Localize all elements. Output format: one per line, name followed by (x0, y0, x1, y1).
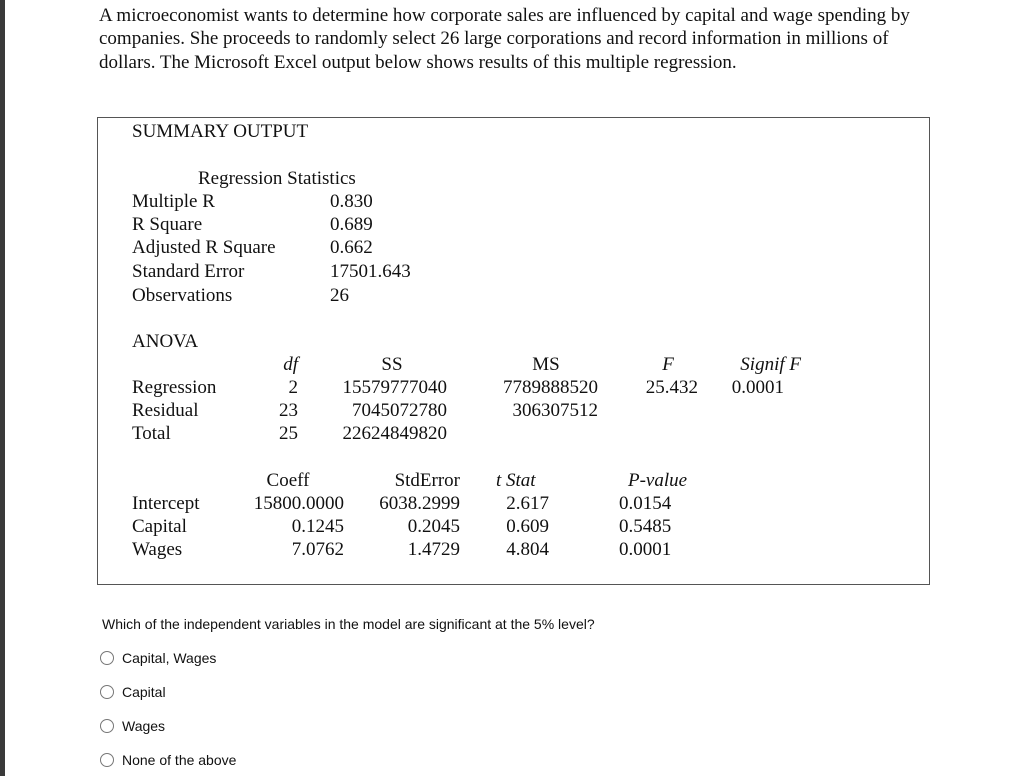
answer-option-label: None of the above (122, 752, 237, 768)
radio-button[interactable] (100, 719, 114, 733)
problem-statement: A microeconomist wants to determine how corporate sales are influenced by capital and wage spending by companies. She proceeds to randomly select 26 large corporations and record information in millions of dollars. The Microsoft Excel output below shows results of this multiple regression. (99, 5, 910, 73)
coef-cell-tstat: 0.609 (506, 516, 549, 537)
stat-value-multiple-r: 0.830 (330, 191, 373, 212)
coef-cell-pvalue: 0.5485 (619, 516, 672, 537)
coef-row-label: Intercept (132, 493, 200, 514)
coef-cell-tstat: 4.804 (506, 539, 549, 560)
coef-cell-stderr: 0.2045 (407, 516, 460, 537)
stat-label-observations: Observations (132, 285, 233, 306)
stat-value-r-square: 0.689 (330, 214, 373, 235)
coef-cell-coeff: 15800.0000 (253, 493, 344, 514)
stat-label-standard-error: Standard Error (132, 261, 245, 282)
answer-option-label: Capital (122, 684, 166, 700)
coef-header-tstat: t Stat (496, 470, 536, 491)
answer-option-capital-wages[interactable] (100, 648, 216, 668)
coef-header-stderr: StdError (394, 470, 460, 491)
anova-cell-df: 23 (279, 400, 298, 421)
answer-option-wages[interactable] (100, 716, 165, 736)
left-edge-bar (0, 0, 5, 776)
anova-cell-ms: 306307512 (512, 400, 598, 421)
coef-cell-pvalue: 0.0154 (619, 493, 672, 514)
anova-cell-ss: 22624849820 (342, 423, 447, 444)
radio-button[interactable] (100, 753, 114, 767)
anova-cell-df: 2 (288, 377, 298, 398)
answer-option-none[interactable] (100, 750, 236, 770)
anova-row-label: Total (132, 423, 171, 444)
coef-cell-stderr: 6038.2999 (379, 493, 460, 514)
answer-option-capital[interactable] (100, 682, 166, 702)
anova-title: ANOVA (132, 331, 199, 352)
anova-header-df: df (283, 354, 298, 375)
coef-cell-coeff: 7.0762 (291, 539, 344, 560)
answer-option-label: Wages (122, 718, 166, 734)
anova-header-ss: SS (381, 354, 403, 375)
anova-row-label: Regression (132, 377, 217, 398)
anova-cell-ms: 7789888520 (503, 377, 598, 398)
anova-cell-ss: 7045072780 (352, 400, 447, 421)
stat-label-multiple-r: Multiple R (132, 191, 215, 212)
coef-cell-stderr: 1.4729 (407, 539, 460, 560)
anova-cell-ss: 15579777040 (342, 377, 447, 398)
radio-button[interactable] (100, 685, 114, 699)
stat-label-adjusted-r-square: Adjusted R Square (132, 237, 276, 258)
stat-label-r-square: R Square (132, 214, 203, 235)
stat-value-adjusted-r-square: 0.662 (330, 237, 373, 258)
stat-value-observations: 26 (330, 285, 349, 306)
coef-cell-coeff: 0.1245 (291, 516, 344, 537)
coef-row-label: Capital (132, 516, 187, 537)
regression-statistics-header: Regression Statistics (198, 168, 356, 189)
anova-header-f: F (662, 354, 674, 375)
coef-cell-pvalue: 0.0001 (619, 539, 672, 560)
question-text: Which of the independent variables in the model are significant at the 5% level? (102, 616, 595, 632)
anova-cell-df: 25 (279, 423, 298, 444)
stat-value-standard-error: 17501.643 (330, 261, 411, 282)
radio-button[interactable] (100, 651, 114, 665)
excel-output-box (97, 117, 930, 585)
anova-cell-f: 25.432 (645, 377, 698, 398)
answer-option-label: Capital, Wages (122, 650, 217, 666)
coef-header-pvalue: P-value (628, 470, 688, 491)
coef-header-coeff: Coeff (266, 470, 310, 491)
summary-output-title: SUMMARY OUTPUT (132, 121, 309, 142)
anova-cell-signif-f: 0.0001 (731, 377, 784, 398)
anova-header-signif-f: Signif F (740, 354, 801, 375)
coef-row-label: Wages (132, 539, 183, 560)
coef-cell-tstat: 2.617 (506, 493, 549, 514)
anova-row-label: Residual (132, 400, 199, 421)
anova-header-ms: MS (532, 354, 560, 375)
